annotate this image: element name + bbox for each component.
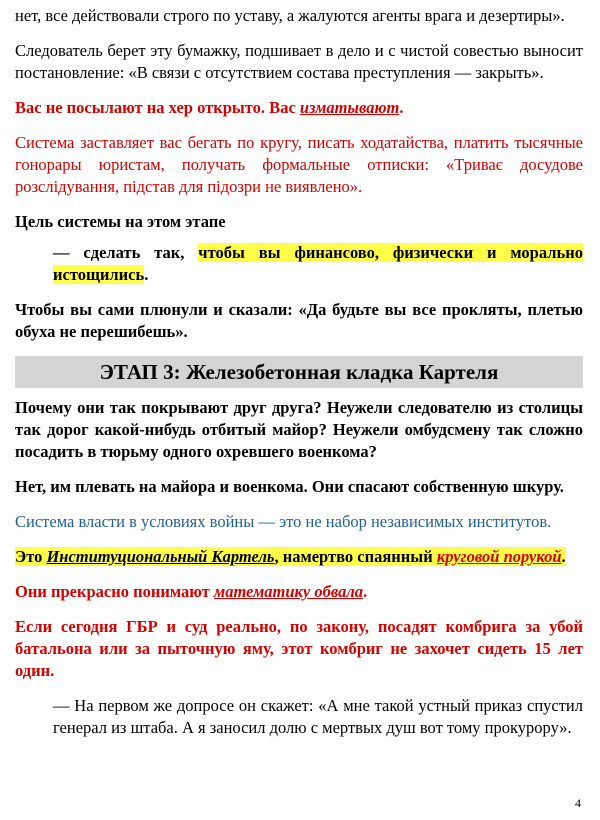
paragraph-11-a: Это [15, 547, 47, 566]
paragraph-7: Чтобы вы сами плюнули и сказали: «Да будьте вы все прокляты, плетью обуха не перешибешь». [15, 300, 583, 341]
paragraph-3-text: Вас не посылают на хер открыто. Вас [15, 98, 300, 117]
paragraph-11-poruka: круговой порукой [436, 547, 562, 566]
paragraph-6 [53, 242, 583, 286]
paragraph-5: Цель системы на этом этапе [15, 212, 226, 231]
paragraph-14: — На первом же допросе он скажет: «А мне такой устный приказ спустил генерал из штаба. А я заносил долю с мертвых душ вот тому прокурору». [53, 696, 583, 737]
paragraph-6-highlight: чтобы вы финансово, физически и морально истощились [53, 243, 583, 284]
paragraph-6-text: — сделать так, [53, 243, 199, 262]
paragraph-3 [15, 97, 583, 119]
paragraph-3-end: . [399, 98, 404, 117]
paragraph-1: нет, все действовали строго по уставу, а жалуются агенты врага и дезертиры». [15, 6, 565, 25]
paragraph-12-text: Они прекрасно понимают [15, 582, 214, 601]
paragraph-11-cartel: Институциональный Картель [46, 547, 275, 566]
document-body [15, 5, 583, 752]
paragraph-11-c: , намертво спаянный [274, 547, 437, 566]
paragraph-13: Если сегодня ГБР и суд реально, по закону, посадят комбрига за убой батальона или за пыточную яму, этот комбриг не захочет сидеть 15 лет один. [15, 617, 583, 680]
paragraph-8: Почему они так покрывают друг друга? Неужели следователю из столицы так дорог какой-нибудь отбитый майор? Неужели омбудсмену так сложно посадить в тюрьму одного охревшего военкома? [15, 398, 583, 461]
section-heading: ЭТАП 3: Железобетонная кладка Картеля [15, 356, 583, 388]
paragraph-4: Система заставляет вас бегать по кругу, писать ходатайства, платить тысячные гонорары юристам, получать формальные отписки: «Триває досудове розслідування, підстав для підозри не виявлено». [15, 133, 583, 196]
paragraph-11-e: . [561, 547, 566, 566]
paragraph-12 [15, 581, 583, 603]
paragraph-9: Нет, им плевать на майора и военкома. Они спасают собственную шкуру. [15, 477, 564, 496]
page-number: 4 [575, 796, 581, 810]
paragraph-3-emphasis: изматывают [299, 98, 400, 117]
paragraph-6-end: . [144, 265, 149, 284]
paragraph-12-emphasis: математику обвала [213, 582, 364, 601]
paragraph-11-highlight [15, 547, 566, 566]
paragraph-11 [15, 546, 583, 568]
paragraph-2: Следователь берет эту бумажку, подшивает в дело и с чистой совестью выносит постановление: «В связи с отсутствием состава преступления — закрыть». [15, 41, 583, 82]
paragraph-12-end: . [363, 582, 368, 601]
paragraph-10: Система власти в условиях войны — это не набор независимых институтов. [15, 512, 552, 531]
